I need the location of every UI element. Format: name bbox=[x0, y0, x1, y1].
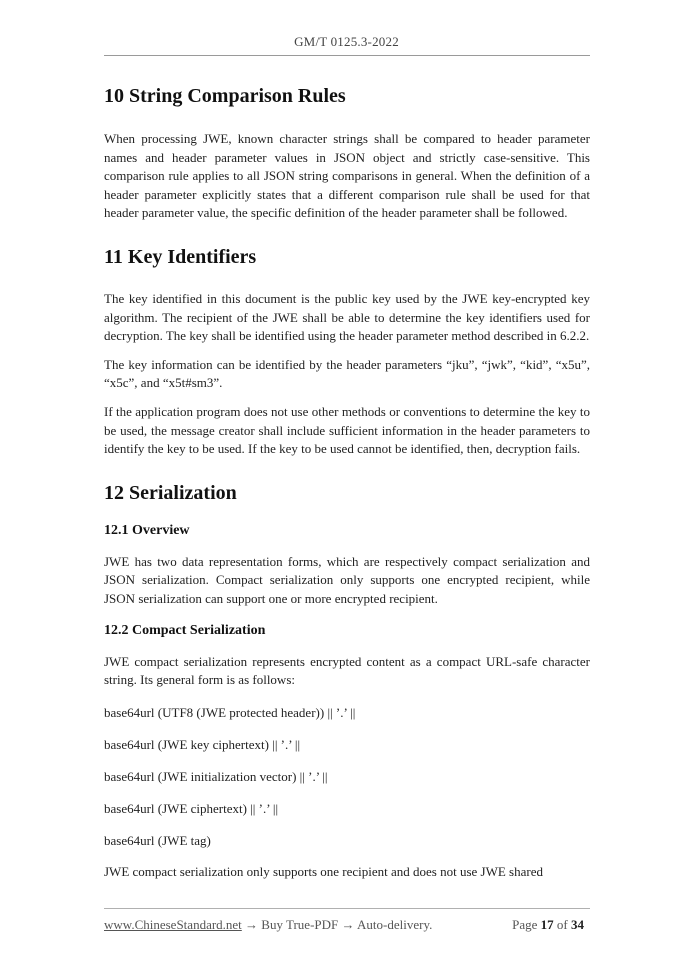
section-12-heading: 12 Serialization bbox=[104, 481, 237, 504]
section-11-paragraph-1: The key identified in this document is the public key used by the JWE key-encrypted key algorithm. The recipient of the JWE shall be able to determine the key identifiers used for decryption. The key shall be identified using the header parameter method described in 6.2.2. bbox=[104, 290, 590, 344]
page-prefix: Page bbox=[512, 917, 541, 932]
serialization-line: base64url (UTF8 (JWE protected header)) || ’.’ || bbox=[104, 704, 356, 720]
section-11-paragraph-3: If the application program does not use other methods or conventions to determine the key to be used, the message creator shall include sufficient information in the header parameters to identify the key to be used. If the key to be used cannot be identified, then, decryption fails. bbox=[104, 403, 590, 457]
footer-promo bbox=[104, 917, 432, 933]
page-number bbox=[512, 917, 584, 933]
header-rule bbox=[104, 55, 590, 56]
subsection-12-1-heading: 12.1 Overview bbox=[104, 522, 190, 538]
subsection-12-1-paragraph: JWE has two data representation forms, which are respectively compact serialization and JSON serialization. Compact serialization only supports one encrypted recipient, while JSON serialization can support one or more encrypted recipient. bbox=[104, 553, 590, 606]
subsection-12-2-paragraph: JWE compact serialization represents encrypted content as a compact URL-safe character string. Its general form is as follows: bbox=[104, 653, 590, 688]
serialization-line: base64url (JWE key ciphertext) || ’.’ || bbox=[104, 736, 301, 752]
page-total: 34 bbox=[571, 917, 584, 932]
section-10-paragraph: When processing JWE, known character strings shall be compared to header parameter names and header parameter values in JSON object and strictly case-sensitive. This comparison rule applies to all JSON string comparisons in general. When the definition of a header parameter explicitly states that a different comparison rule shall be used for that header parameter value, the specific definition of the header parameter shall be followed. bbox=[104, 131, 590, 221]
footer-tagline: → Buy True-PDF → Auto-delivery. bbox=[241, 917, 433, 932]
running-header: GM/T 0125.3-2022 bbox=[294, 34, 399, 49]
footer-rule bbox=[104, 908, 590, 909]
serialization-line: base64url (JWE tag) bbox=[104, 832, 211, 848]
page-of: of bbox=[553, 917, 571, 932]
section-10-heading: 10 String Comparison Rules bbox=[104, 85, 346, 107]
page-current: 17 bbox=[540, 917, 554, 932]
subsection-12-2-paragraph-continued: JWE compact serialization only supports one recipient and does not use JWE shared bbox=[104, 863, 543, 879]
subsection-12-2-heading: 12.2 Compact Serialization bbox=[104, 622, 266, 638]
section-11-paragraph-2: The key information can be identified by the header parameters “jku”, “jwk”, “kid”, “x5u”, “x5c”, and “x5t#sm3”. bbox=[104, 356, 590, 391]
section-11-heading: 11 Key Identifiers bbox=[104, 245, 257, 268]
serialization-line: base64url (JWE ciphertext) || ’.’ || bbox=[104, 800, 279, 816]
serialization-line: base64url (JWE initialization vector) || ’.’ || bbox=[104, 768, 328, 784]
site-link[interactable]: www.ChineseStandard.net bbox=[104, 917, 242, 932]
page-content bbox=[104, 80, 590, 881]
